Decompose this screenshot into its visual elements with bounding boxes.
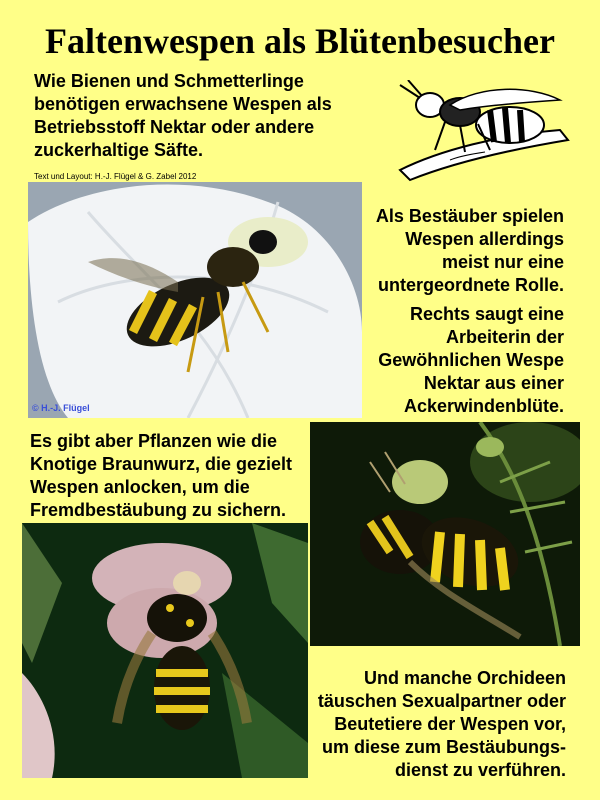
intro-line: benötigen erwachsene Wespen als bbox=[34, 94, 332, 114]
right-caption-line: Arbeiterin der bbox=[445, 327, 564, 347]
plants-line: Es gibt aber Pflanzen wie die bbox=[30, 431, 278, 451]
intro-line: Betriebsstoff Nektar oder andere bbox=[34, 117, 315, 137]
wasp-drawing bbox=[390, 80, 580, 190]
pollinator-line: Wespen allerdings bbox=[405, 229, 564, 249]
plants-text bbox=[30, 430, 292, 522]
right-caption-line: Rechts saugt eine bbox=[409, 304, 564, 324]
orchids-line: Beutetiere der Wespen vor, bbox=[334, 714, 566, 734]
orchids-line: Und manche Orchideen bbox=[363, 668, 566, 688]
right-caption-line: Nektar aus einer bbox=[423, 373, 564, 393]
pollinator-line: meist nur eine bbox=[441, 252, 564, 272]
photo-wasp-orchid bbox=[22, 523, 308, 778]
right-caption-line: Gewöhnlichen Wespe bbox=[378, 350, 564, 370]
pollinator-line: untergeordnete Rolle. bbox=[377, 275, 564, 295]
plants-line: Knotige Braunwurz, die gezielt bbox=[30, 454, 293, 474]
orchids-line: dienst zu verführen. bbox=[394, 760, 566, 780]
orchids-line: um diese zum Bestäubungs- bbox=[321, 737, 566, 757]
photo-wasp-figwort bbox=[310, 422, 580, 646]
plants-line: Fremdbestäubung zu sichern. bbox=[30, 500, 287, 520]
orchids-text bbox=[318, 667, 566, 782]
intro-text bbox=[34, 70, 332, 162]
intro-line: zuckerhaltige Säfte. bbox=[34, 140, 204, 160]
pollinator-line: Als Bestäuber spielen bbox=[375, 206, 564, 226]
intro-line: Wie Bienen und Schmetterlinge bbox=[34, 71, 304, 91]
photo-wasp-bindweed bbox=[28, 182, 362, 418]
right-caption bbox=[378, 303, 564, 418]
credit-line: Text und Layout: H.-J. Flügel & G. Zabel 2012 bbox=[34, 172, 197, 181]
pollinator-text bbox=[376, 205, 564, 297]
page-title: Faltenwespen als Blütenbesucher bbox=[44, 21, 555, 61]
photo-copyright: © H.-J. Flügel bbox=[32, 403, 90, 413]
plants-line: Wespen anlocken, um die bbox=[30, 477, 250, 497]
orchids-line: täuschen Sexualpartner oder bbox=[317, 691, 566, 711]
right-caption-line: Ackerwindenblüte. bbox=[403, 396, 564, 416]
